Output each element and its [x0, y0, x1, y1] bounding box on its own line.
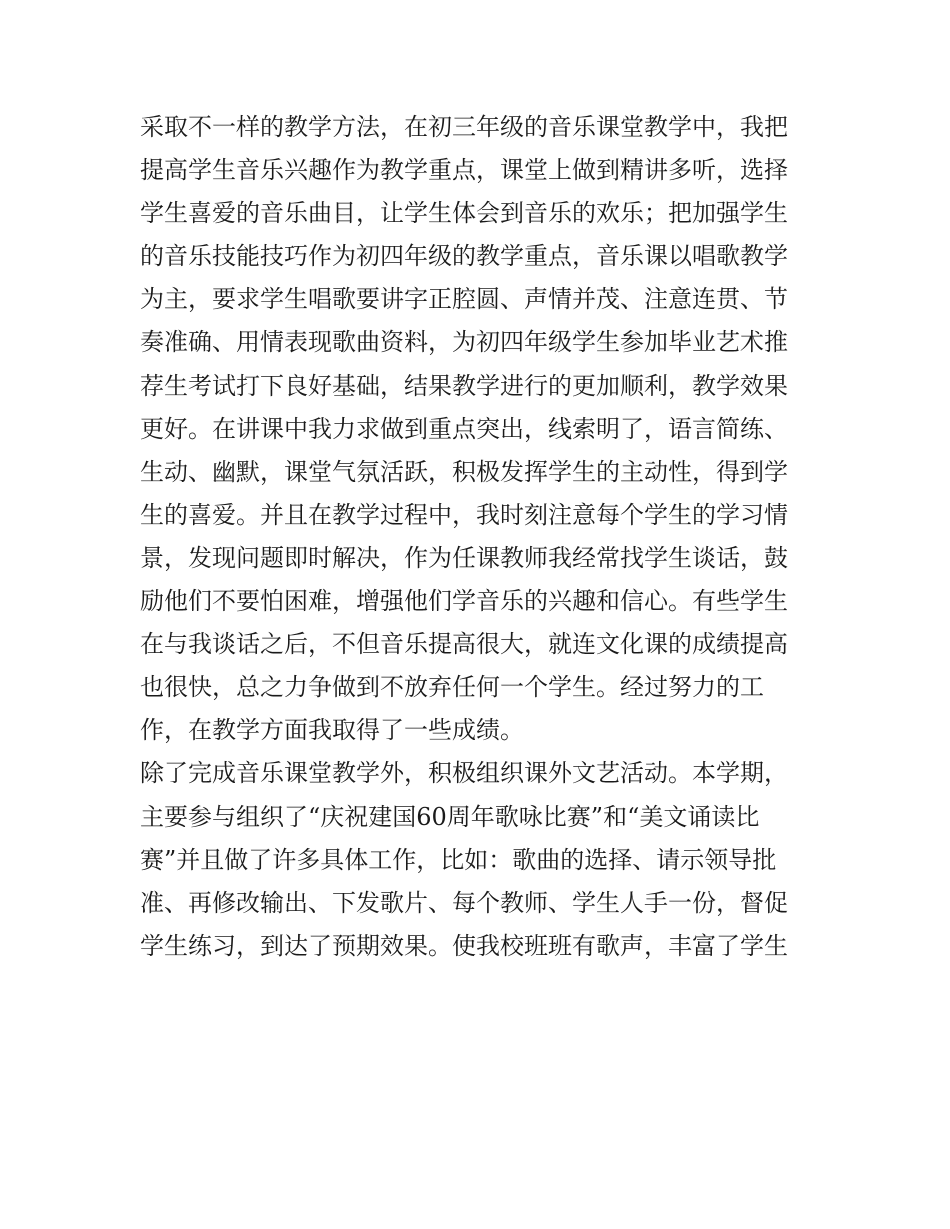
text-line: 除了完成音乐课堂教学外，积极组织课外文艺活动。本学期， [140, 759, 788, 788]
text-line: 主要参与组织了“庆祝建国60周年歌咏比赛”和“美文诵读比 [140, 802, 760, 831]
text-line: 生的喜爱。并且在教学过程中，我时刻注意每个学生的学习情 [140, 500, 788, 529]
text-line: 提高学生音乐兴趣作为教学重点，课堂上做到精讲多听，选择 [140, 156, 788, 185]
text-line: 励他们不要怕困难，增强他们学音乐的兴趣和信心。有些学生 [140, 587, 788, 616]
text-line: 荐生考试打下良好基础，结果教学进行的更加顺利，教学效果 [140, 371, 788, 400]
text-line: 准、再修改输出、下发歌片、每个教师、学生人手一份，督促 [140, 888, 788, 917]
text-line: 景，发现问题即时解决，作为任课教师我经常找学生谈话，鼓 [140, 543, 788, 572]
text-line: 的音乐技能技巧作为初四年级的教学重点，音乐课以唱歌教学 [140, 242, 788, 271]
text-line: 为主，要求学生唱歌要讲字正腔圆、声情并茂、注意连贯、节 [140, 285, 788, 314]
text-line: 更好。在讲课中我力求做到重点突出，线索明了，语言简练、 [140, 414, 788, 443]
text-line: 奏准确、用情表现歌曲资料，为初四年级学生参加毕业艺术推 [140, 328, 788, 357]
text-line: 采取不一样的教学方法，在初三年级的音乐课堂教学中，我把 [140, 113, 788, 141]
body-text [140, 106, 820, 968]
text-line: 作，在教学方面我取得了一些成绩。 [140, 716, 524, 745]
text-line: 学生喜爱的音乐曲目，让学生体会到音乐的欢乐；把加强学生 [140, 199, 788, 228]
text-line: 也很快，总之力争做到不放弃任何一个学生。经过努力的工 [140, 673, 764, 702]
text-line: 学生练习，到达了预期效果。使我校班班有歌声，丰富了学生 [140, 931, 788, 960]
text-line: 生动、幽默，课堂气氛活跃，积极发挥学生的主动性，得到学 [140, 457, 788, 486]
text-line: 赛”并且做了许多具体工作，比如：歌曲的选择、请示领导批 [140, 845, 777, 874]
text-line: 在与我谈话之后，不但音乐提高很大，就连文化课的成绩提高 [140, 630, 788, 659]
